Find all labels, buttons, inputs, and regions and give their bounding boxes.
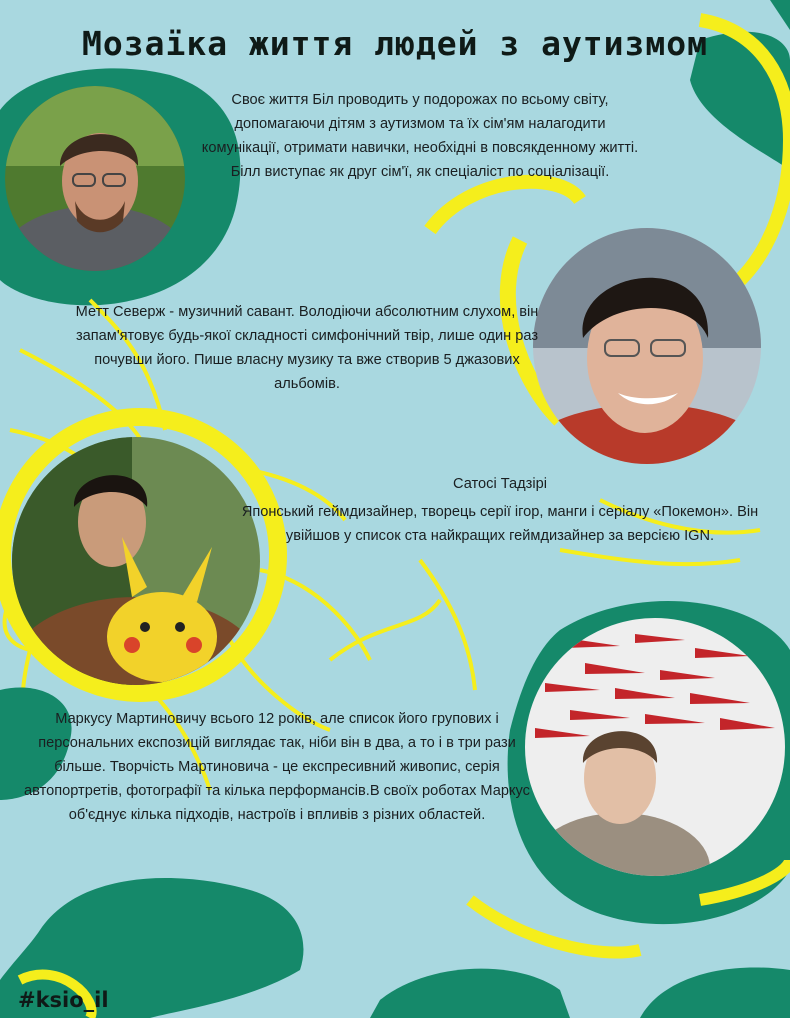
satoshi-text: Японський геймдизайнер, творець серії ігор, манги і серіалу «Покемон». Він увійшов у список ста найкращих геймдизайнер за версією IGN. — [241, 504, 759, 544]
matt-text: Метт Северж - музичний савант. Володіючи абсолютним слухом, він запам'ятовує будь-якої складності симфонічний твір, лише один раз почувши його. Пише власну музику та вже створив 5 джазових альбомів. — [75, 304, 539, 392]
green-blob-bottom-right-2 — [640, 967, 790, 1018]
yellow-arc-middle-2 — [430, 182, 580, 230]
bill-text: Своє життя Біл проводить у подорожах по всьому світу, допомагаючи дітям з аутизмом та їх сім'ям налагодити комунікації, отримати навички, необхідні в повсякденному житті. Білл виступає як друг сім'ї, як спеціаліст по соціалізації. — [201, 92, 639, 180]
markus-text: Маркусу Мартиновичу всього 12 років, але список його групових і персональних експозицій виглядає так, ніби він в два, а то і в три рази більше. Творчість Мартиновича - це експресивний живопис, серія автопортретів, фотографії та кілька перформансів.В своїх роботах Маркус об'єднує кілька підходів, настроїв і впливів з різних областей. — [24, 711, 530, 823]
photo-bill — [5, 86, 185, 271]
photo-satoshi — [12, 437, 260, 685]
hashtag: #ksio_il — [18, 988, 109, 1012]
page-title: Мозаїка життя людей з аутизмом — [81, 24, 709, 63]
green-blob-bottom-center-2 — [370, 969, 570, 1018]
photo-matt — [533, 228, 761, 464]
photo-markus — [525, 618, 785, 876]
satoshi-name: Сатосі Тадзірі — [453, 476, 547, 492]
